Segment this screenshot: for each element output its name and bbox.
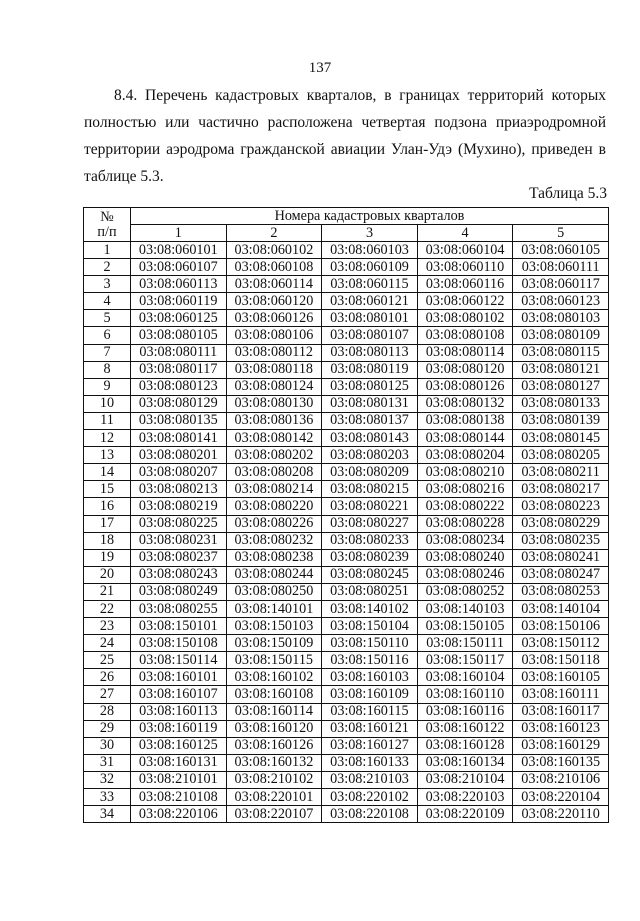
cadastral-number-cell: 03:08:080226 [226,515,322,532]
cadastral-number-cell: 03:08:150117 [417,652,513,669]
cadastral-number-cell: 03:08:080255 [131,600,227,617]
cadastral-number-cell: 03:08:080142 [226,430,322,447]
cadastral-number-cell: 03:08:080246 [417,566,513,583]
row-number-cell: 13 [84,447,131,464]
cadastral-number-cell: 03:08:080130 [226,395,322,412]
cadastral-number-cell: 03:08:160117 [513,703,609,720]
table-row [84,789,609,806]
row-number-cell: 29 [84,720,131,737]
cadastral-number-cell: 03:08:150103 [226,618,322,635]
cadastral-number-cell: 03:08:210101 [131,771,227,788]
cadastral-number-cell: 03:08:080202 [226,447,322,464]
table-row [84,549,609,566]
cadastral-number-cell: 03:08:080249 [131,583,227,600]
row-number-cell: 26 [84,669,131,686]
cadastral-number-cell: 03:08:160132 [226,754,322,771]
table-row [84,532,609,549]
cadastral-number-cell: 03:08:160102 [226,669,322,686]
row-number-header-line1: № [100,208,114,225]
cadastral-number-cell: 03:08:080209 [322,464,418,481]
cadastral-number-cell: 03:08:060103 [322,242,418,259]
cadastral-number-cell: 03:08:220101 [226,789,322,806]
column-header: 5 [513,225,609,242]
cadastral-number-cell: 03:08:150118 [513,652,609,669]
cadastral-number-cell: 03:08:150106 [513,618,609,635]
cadastral-number-cell: 03:08:160122 [417,720,513,737]
row-number-cell: 23 [84,618,131,635]
cadastral-number-cell: 03:08:160121 [322,720,418,737]
column-header: 1 [131,225,227,242]
table-row [84,703,609,720]
cadastral-number-cell: 03:08:160127 [322,737,418,754]
table-row [84,515,609,532]
cadastral-number-cell: 03:08:210106 [513,771,609,788]
cadastral-number-cell: 03:08:150115 [226,652,322,669]
cadastral-number-cell: 03:08:080247 [513,566,609,583]
table-row [84,310,609,327]
cadastral-number-cell: 03:08:060109 [322,259,418,276]
row-number-cell: 3 [84,276,131,293]
cadastral-number-cell: 03:08:220106 [131,806,227,823]
table-body [84,242,609,823]
cadastral-number-cell: 03:08:080220 [226,498,322,515]
row-number-cell: 6 [84,327,131,344]
cadastral-number-cell: 03:08:220102 [322,789,418,806]
cadastral-number-cell: 03:08:160120 [226,720,322,737]
cadastral-number-cell: 03:08:150111 [417,635,513,652]
table-row [84,447,609,464]
cadastral-number-cell: 03:08:060108 [226,259,322,276]
cadastral-number-cell: 03:08:080129 [131,395,227,412]
table-row [84,412,609,429]
row-number-cell: 12 [84,430,131,447]
cadastral-number-cell: 03:08:080201 [131,447,227,464]
cadastral-number-cell: 03:08:140103 [417,600,513,617]
table-row [84,618,609,635]
cadastral-number-cell: 03:08:160103 [322,669,418,686]
cadastral-number-cell: 03:08:080250 [226,583,322,600]
table-row [84,686,609,703]
cadastral-number-cell: 03:08:060117 [513,276,609,293]
cadastral-number-cell: 03:08:080107 [322,327,418,344]
cadastral-number-cell: 03:08:080213 [131,481,227,498]
cadastral-number-cell: 03:08:080233 [322,532,418,549]
cadastral-number-cell: 03:08:220103 [417,789,513,806]
table-row [84,566,609,583]
cadastral-number-cell: 03:08:080106 [226,327,322,344]
cadastral-number-cell: 03:08:080239 [322,549,418,566]
cadastral-number-cell: 03:08:080138 [417,412,513,429]
table-row [84,737,609,754]
cadastral-number-cell: 03:08:160134 [417,754,513,771]
intro-paragraph: 8.4. Перечень кадастровых кварталов, в границах территорий которых полностью или частично расположена четвертая подзона приаэродромной территории аэродрома гражданской авиации Улан-Удэ (Мухино), приведен в таблице 5.3. [84,87,606,185]
cadastral-number-cell: 03:08:080114 [417,344,513,361]
column-header: 3 [322,225,418,242]
cadastral-number-cell: 03:08:060102 [226,242,322,259]
cadastral-number-cell: 03:08:160108 [226,686,322,703]
row-number-cell: 31 [84,754,131,771]
table-row [84,378,609,395]
row-number-cell: 5 [84,310,131,327]
row-number-cell: 8 [84,361,131,378]
row-number-cell: 15 [84,481,131,498]
cadastral-number-cell: 03:08:080144 [417,430,513,447]
table-row [84,600,609,617]
cadastral-number-cell: 03:08:080113 [322,344,418,361]
cadastral-number-cell: 03:08:160128 [417,737,513,754]
cadastral-number-cell: 03:08:220109 [417,806,513,823]
table-row [84,635,609,652]
cadastral-blocks-table [83,207,609,823]
cadastral-number-cell: 03:08:080126 [417,378,513,395]
cadastral-number-cell: 03:08:080105 [131,327,227,344]
cadastral-number-cell: 03:08:080207 [131,464,227,481]
cadastral-number-cell: 03:08:080237 [131,549,227,566]
row-number-cell: 10 [84,395,131,412]
cadastral-number-cell: 03:08:080109 [513,327,609,344]
group-header: Номера кадастровых кварталов [131,208,609,225]
cadastral-number-cell: 03:08:060116 [417,276,513,293]
cadastral-number-cell: 03:08:080203 [322,447,418,464]
table-row [84,806,609,823]
table-row [84,430,609,447]
table-row [84,771,609,788]
row-number-cell: 9 [84,378,131,395]
row-number-cell: 28 [84,703,131,720]
cadastral-number-cell: 03:08:080115 [513,344,609,361]
cadastral-number-cell: 03:08:160114 [226,703,322,720]
cadastral-number-cell: 03:08:150114 [131,652,227,669]
cadastral-number-cell: 03:08:160110 [417,686,513,703]
cadastral-number-cell: 03:08:080143 [322,430,418,447]
cadastral-number-cell: 03:08:080133 [513,395,609,412]
cadastral-number-cell: 03:08:080205 [513,447,609,464]
cadastral-number-cell: 03:08:080225 [131,515,227,532]
cadastral-number-cell: 03:08:080101 [322,310,418,327]
row-number-cell: 11 [84,412,131,429]
cadastral-number-cell: 03:08:080252 [417,583,513,600]
cadastral-number-cell: 03:08:150116 [322,652,418,669]
cadastral-number-cell: 03:08:080245 [322,566,418,583]
cadastral-number-cell: 03:08:080243 [131,566,227,583]
table-row [84,720,609,737]
cadastral-number-cell: 03:08:160101 [131,669,227,686]
cadastral-number-cell: 03:08:150104 [322,618,418,635]
cadastral-number-cell: 03:08:160105 [513,669,609,686]
cadastral-number-cell: 03:08:150112 [513,635,609,652]
cadastral-number-cell: 03:08:080231 [131,532,227,549]
cadastral-number-cell: 03:08:080118 [226,361,322,378]
cadastral-number-cell: 03:08:160115 [322,703,418,720]
cadastral-number-cell: 03:08:160116 [417,703,513,720]
cadastral-number-cell: 03:08:210104 [417,771,513,788]
row-number-cell: 2 [84,259,131,276]
row-number-cell: 33 [84,789,131,806]
cadastral-number-cell: 03:08:160129 [513,737,609,754]
cadastral-number-cell: 03:08:080120 [417,361,513,378]
cadastral-number-cell: 03:08:160104 [417,669,513,686]
cadastral-number-cell: 03:08:160126 [226,737,322,754]
cadastral-number-cell: 03:08:080232 [226,532,322,549]
cadastral-number-cell: 03:08:060114 [226,276,322,293]
row-number-cell: 24 [84,635,131,652]
page-number: 137 [308,60,332,76]
cadastral-number-cell: 03:08:080112 [226,344,322,361]
cadastral-number-cell: 03:08:160125 [131,737,227,754]
cadastral-number-cell: 03:08:140104 [513,600,609,617]
cadastral-number-cell: 03:08:080121 [513,361,609,378]
table-row [84,344,609,361]
row-number-cell: 4 [84,293,131,310]
row-number-header-line2: п/п [97,223,117,240]
cadastral-number-cell: 03:08:080145 [513,430,609,447]
cadastral-number-cell: 03:08:080227 [322,515,418,532]
cadastral-number-cell: 03:08:160131 [131,754,227,771]
row-number-cell: 27 [84,686,131,703]
cadastral-number-cell: 03:08:160107 [131,686,227,703]
row-number-header [84,208,131,242]
table-row [84,583,609,600]
cadastral-number-cell: 03:08:220108 [322,806,418,823]
cadastral-number-cell: 03:08:080125 [322,378,418,395]
cadastral-number-cell: 03:08:080117 [131,361,227,378]
cadastral-number-cell: 03:08:150108 [131,635,227,652]
cadastral-number-cell: 03:08:060121 [322,293,418,310]
cadastral-number-cell: 03:08:080234 [417,532,513,549]
cadastral-number-cell: 03:08:080214 [226,481,322,498]
column-header: 2 [226,225,322,242]
cadastral-number-cell: 03:08:150101 [131,618,227,635]
table-header [84,208,609,242]
column-header: 4 [417,225,513,242]
cadastral-number-cell: 03:08:220110 [513,806,609,823]
cadastral-number-cell: 03:08:140101 [226,600,322,617]
table-row [84,259,609,276]
row-number-cell: 7 [84,344,131,361]
row-number-cell: 25 [84,652,131,669]
cadastral-number-cell: 03:08:080222 [417,498,513,515]
table-row [84,669,609,686]
cadastral-number-cell: 03:08:150110 [322,635,418,652]
cadastral-number-cell: 03:08:160135 [513,754,609,771]
cadastral-number-cell: 03:08:150109 [226,635,322,652]
cadastral-number-cell: 03:08:080102 [417,310,513,327]
table-row [84,293,609,310]
cadastral-number-cell: 03:08:060104 [417,242,513,259]
cadastral-number-cell: 03:08:080211 [513,464,609,481]
cadastral-number-cell: 03:08:210103 [322,771,418,788]
table-row [84,481,609,498]
cadastral-number-cell: 03:08:160123 [513,720,609,737]
table-row [84,276,609,293]
cadastral-number-cell: 03:08:080216 [417,481,513,498]
table-row [84,361,609,378]
cadastral-number-cell: 03:08:060105 [513,242,609,259]
cadastral-number-cell: 03:08:060107 [131,259,227,276]
cadastral-number-cell: 03:08:080132 [417,395,513,412]
row-number-cell: 32 [84,771,131,788]
cadastral-number-cell: 03:08:080210 [417,464,513,481]
cadastral-number-cell: 03:08:210108 [131,789,227,806]
table-row [84,242,609,259]
cadastral-number-cell: 03:08:080240 [417,549,513,566]
cadastral-number-cell: 03:08:080215 [322,481,418,498]
cadastral-number-cell: 03:08:080141 [131,430,227,447]
row-number-cell: 30 [84,737,131,754]
cadastral-number-cell: 03:08:160109 [322,686,418,703]
cadastral-number-cell: 03:08:060125 [131,310,227,327]
row-number-cell: 19 [84,549,131,566]
cadastral-number-cell: 03:08:080208 [226,464,322,481]
cadastral-number-cell: 03:08:160113 [131,703,227,720]
row-number-cell: 22 [84,600,131,617]
cadastral-number-cell: 03:08:080228 [417,515,513,532]
row-number-cell: 17 [84,515,131,532]
row-number-cell: 18 [84,532,131,549]
row-number-cell: 21 [84,583,131,600]
cadastral-number-cell: 03:08:080139 [513,412,609,429]
row-number-cell: 1 [84,242,131,259]
cadastral-number-cell: 03:08:160111 [513,686,609,703]
cadastral-number-cell: 03:08:080221 [322,498,418,515]
cadastral-number-cell: 03:08:080119 [322,361,418,378]
cadastral-number-cell: 03:08:080251 [322,583,418,600]
cadastral-number-cell: 03:08:080219 [131,498,227,515]
row-number-cell: 34 [84,806,131,823]
cadastral-number-cell: 03:08:220104 [513,789,609,806]
cadastral-number-cell: 03:08:080127 [513,378,609,395]
row-number-cell: 20 [84,566,131,583]
row-number-cell: 14 [84,464,131,481]
cadastral-number-cell: 03:08:060126 [226,310,322,327]
cadastral-number-cell: 03:08:220107 [226,806,322,823]
cadastral-number-cell: 03:08:080124 [226,378,322,395]
row-number-cell: 16 [84,498,131,515]
cadastral-number-cell: 03:08:080123 [131,378,227,395]
table-row [84,327,609,344]
cadastral-number-cell: 03:08:080235 [513,532,609,549]
table-caption: Таблица 5.3 [529,185,607,202]
cadastral-number-cell: 03:08:080204 [417,447,513,464]
cadastral-number-cell: 03:08:080253 [513,583,609,600]
cadastral-number-cell: 03:08:080229 [513,515,609,532]
cadastral-number-cell: 03:08:060113 [131,276,227,293]
cadastral-number-cell: 03:08:150105 [417,618,513,635]
cadastral-number-cell: 03:08:060123 [513,293,609,310]
cadastral-number-cell: 03:08:140102 [322,600,418,617]
cadastral-number-cell: 03:08:080137 [322,412,418,429]
cadastral-number-cell: 03:08:080244 [226,566,322,583]
cadastral-number-cell: 03:08:060115 [322,276,418,293]
table-row [84,652,609,669]
table-row [84,498,609,515]
cadastral-number-cell: 03:08:160133 [322,754,418,771]
cadastral-number-cell: 03:08:060120 [226,293,322,310]
cadastral-number-cell: 03:08:080136 [226,412,322,429]
cadastral-number-cell: 03:08:080241 [513,549,609,566]
cadastral-number-cell: 03:08:080108 [417,327,513,344]
cadastral-number-cell: 03:08:060119 [131,293,227,310]
table-row [84,464,609,481]
cadastral-number-cell: 03:08:080111 [131,344,227,361]
cadastral-number-cell: 03:08:080217 [513,481,609,498]
table-row [84,754,609,771]
cadastral-number-cell: 03:08:060122 [417,293,513,310]
table-row [84,395,609,412]
cadastral-number-cell: 03:08:080131 [322,395,418,412]
cadastral-number-cell: 03:08:080135 [131,412,227,429]
cadastral-number-cell: 03:08:080238 [226,549,322,566]
cadastral-number-cell: 03:08:080103 [513,310,609,327]
cadastral-number-cell: 03:08:160119 [131,720,227,737]
cadastral-number-cell: 03:08:080223 [513,498,609,515]
cadastral-number-cell: 03:08:060110 [417,259,513,276]
cadastral-number-cell: 03:08:210102 [226,771,322,788]
cadastral-number-cell: 03:08:060101 [131,242,227,259]
cadastral-number-cell: 03:08:060111 [513,259,609,276]
